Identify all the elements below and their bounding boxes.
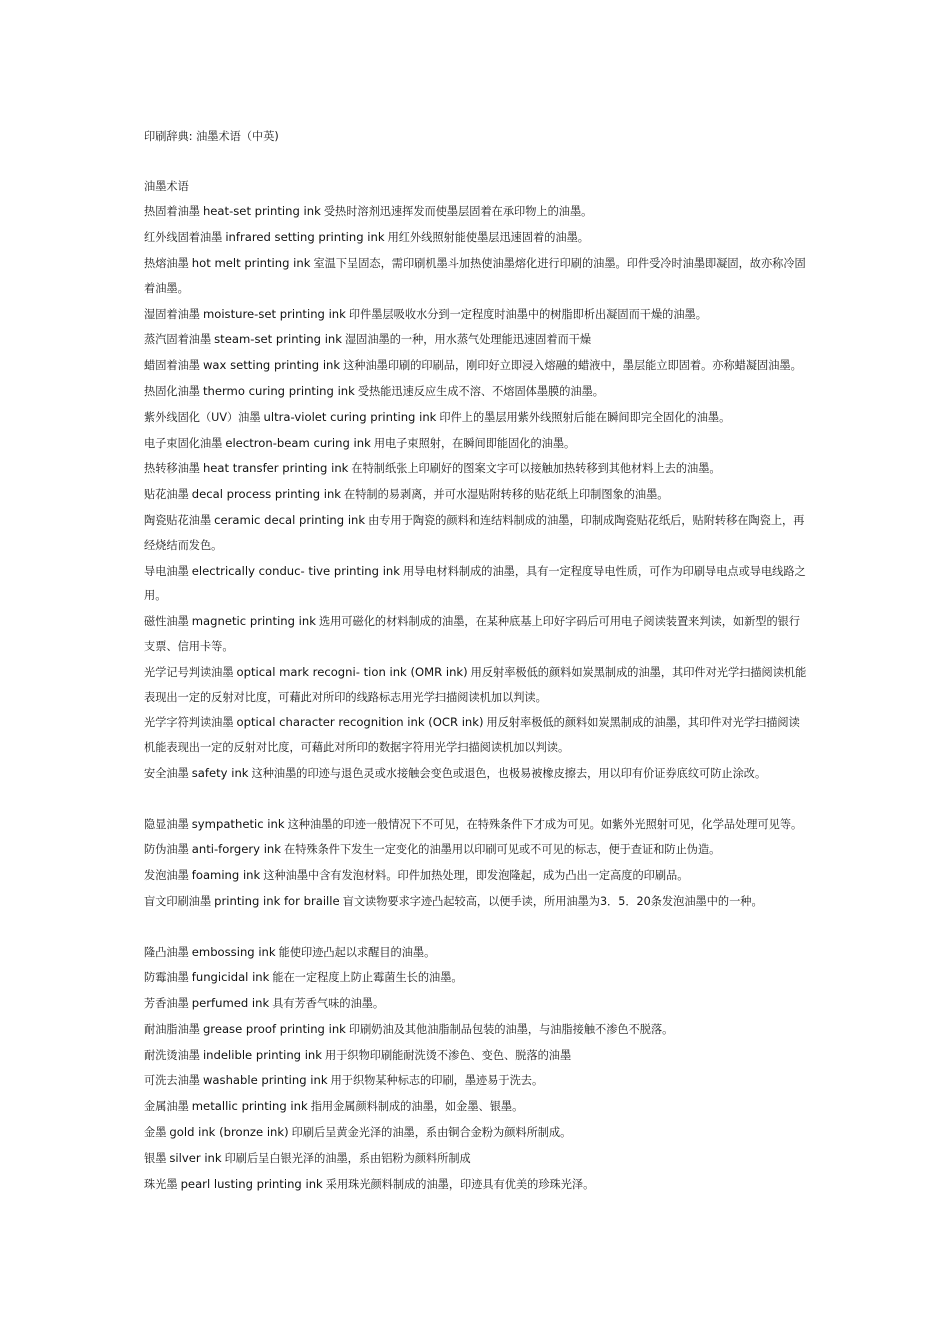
- term-english: heat transfer printing ink: [202, 461, 349, 476]
- term-description: 在特殊条件下发生一定变化的油墨用以印刷可见或不可见的标志，便于查证和防止伪造。: [284, 843, 721, 857]
- glossary-entry: [144, 1146, 809, 1172]
- glossary-entry: [144, 251, 809, 302]
- term-english: magnetic printing ink: [191, 614, 316, 629]
- term-english: silver ink: [169, 1150, 222, 1165]
- glossary-entry: [144, 199, 809, 225]
- term-english: moisture-set printing ink: [202, 306, 346, 321]
- term-english: indelible printing ink: [202, 1047, 322, 1062]
- term-english: washable printing ink: [202, 1073, 328, 1088]
- term-chinese: 金属油墨: [144, 1100, 189, 1114]
- term-description: 用反射率极低的颜料如炭黑制成的油墨，其印件对光学扫描阅读机能表现出一定的反射对比度，可藉此对所印的数据字符用光学扫描阅读机加以判读。: [144, 716, 800, 755]
- glossary-entry: [144, 991, 809, 1017]
- term-chinese: 防霉油墨: [144, 971, 189, 985]
- glossary-entry: [144, 609, 809, 660]
- term-chinese: 可洗去油墨: [144, 1074, 200, 1088]
- term-description: 这种油墨中含有发泡材料。印件加热处理，即发泡隆起，成为凸出一定高度的印刷品。: [263, 869, 689, 883]
- term-chinese: 珠光墨: [144, 1177, 178, 1191]
- term-chinese: 陶瓷贴花油墨: [144, 513, 212, 527]
- term-description: 用电子束照射，在瞬间即能固化的油墨。: [373, 436, 576, 450]
- term-description: 采用珠光颜料制成的油墨，印迹具有优美的珍珠光泽。: [325, 1177, 595, 1191]
- term-description: 印刷后呈黄金光泽的油墨，系由铜合金粉为颜料所制成。: [291, 1126, 572, 1140]
- term-description: 用红外线照射能使墨层迅速固着的油墨。: [387, 231, 589, 245]
- term-chinese: 热转移油墨: [144, 462, 200, 476]
- glossary-entry: [144, 1120, 809, 1146]
- term-english: electron-beam curing ink: [225, 435, 371, 450]
- term-chinese: 盲文印刷油墨: [144, 894, 212, 908]
- term-english: thermo curing printing ink: [202, 383, 355, 398]
- term-english: fungicidal ink: [191, 970, 270, 985]
- term-description: 用于织物印刷能耐洗烫不渗色、变色、脱落的油墨: [325, 1048, 572, 1062]
- term-english: ceramic decal printing ink: [214, 512, 366, 527]
- term-english: hot melt printing ink: [191, 255, 311, 270]
- term-chinese: 发泡油墨: [144, 869, 189, 883]
- term-english: foaming ink: [191, 868, 261, 883]
- term-english: wax setting printing ink: [202, 358, 341, 373]
- document-title: 印刷辞典: 油墨术语（中英): [144, 130, 279, 143]
- term-english: pearl lusting printing ink: [180, 1176, 323, 1191]
- term-chinese: 贴花油墨: [144, 488, 189, 502]
- glossary-entry: [144, 1017, 809, 1043]
- term-chinese: 蜡固着油墨: [144, 359, 200, 373]
- glossary-entry: [144, 889, 809, 915]
- glossary-entry: [144, 863, 809, 889]
- term-english: decal process printing ink: [191, 487, 342, 502]
- glossary-entry: [144, 940, 809, 966]
- term-chinese: 导电油墨: [144, 564, 189, 578]
- term-description: 指用金属颜料制成的油墨，如金墨、银墨。: [310, 1100, 524, 1114]
- term-chinese: 湿固着油墨: [144, 307, 200, 321]
- term-chinese: 防伪油墨: [144, 843, 189, 857]
- term-english: grease proof printing ink: [202, 1021, 346, 1036]
- term-english: ultra-violet curing printing ink: [263, 409, 437, 424]
- term-english: optical character recognition ink (OCR ink): [236, 715, 484, 730]
- glossary-entry: [144, 327, 809, 353]
- term-description: 这种油墨的印迹一般情况下不可见，在特殊条件下才成为可见。如紫外光照射可见，化学品处理可见等。: [287, 817, 803, 831]
- term-description: 这种油墨的印迹与退色灵或水接触会变色或退色，也极易被橡皮擦去，用以印有价证券底纹可防止涂改。: [251, 766, 767, 780]
- term-description: 用于织物某种标志的印刷，墨迹易于洗去。: [330, 1074, 544, 1088]
- term-description: 在特制的易剥离，并可水湿贴附转移的贴花纸上印制图象的油墨。: [344, 488, 669, 502]
- term-description: 由专用于陶瓷的颜料和连结料制成的油墨，印制成陶瓷贴花纸后，贴附转移在陶瓷上，再经烧结而发色。: [144, 513, 805, 552]
- term-chinese: 芳香油墨: [144, 997, 189, 1011]
- term-chinese: 金墨: [144, 1126, 167, 1140]
- blank-line: [144, 150, 809, 175]
- term-chinese: 隐显油墨: [144, 817, 189, 831]
- glossary-entry: [144, 405, 809, 431]
- term-description: 盲文读物要求字迹凸起较高，以便手读，所用油墨为3．5．20条发泡油墨中的一种。: [342, 894, 763, 908]
- glossary-entry: [144, 508, 809, 559]
- document-page: [144, 125, 809, 1197]
- section-title: 油墨术语: [144, 179, 189, 193]
- blank-line: [144, 915, 809, 940]
- term-description: 在特制纸张上印刷好的图案文字可以接触加热转移到其他材料上去的油墨。: [351, 462, 721, 476]
- term-chinese: 电子束固化油墨: [144, 436, 223, 450]
- term-english: heat-set printing ink: [202, 204, 321, 219]
- term-description: 印件墨层吸收水分到一定程度时油墨中的树脂即析出凝固而干燥的油墨。: [348, 307, 707, 321]
- blank-line: [144, 787, 809, 812]
- term-english: electrically conduc- tive printing ink: [191, 563, 400, 578]
- term-description: 用导电材料制成的油墨，具有一定程度导电性质，可作为印刷导电点或导电线路之用。: [144, 564, 806, 603]
- term-chinese: 红外线固着油墨: [144, 231, 223, 245]
- term-chinese: 热固着油墨: [144, 205, 200, 219]
- term-chinese: 蒸汽固着油墨: [144, 333, 212, 347]
- glossary-entry: [144, 559, 809, 610]
- term-description: 受热时溶剂迅速挥发而使墨层固着在承印物上的油墨。: [323, 205, 593, 219]
- term-english: optical mark recogni- tion ink (OMR ink): [236, 664, 468, 679]
- term-english: metallic printing ink: [191, 1099, 308, 1114]
- term-chinese: 安全油墨: [144, 766, 189, 780]
- term-english: perfumed ink: [191, 996, 270, 1011]
- term-description: 选用可磁化的材料制成的油墨，在某种底基上印好字码后可用电子阅读装置来判读，如新型的银行支票、信用卡等。: [144, 615, 801, 653]
- term-description: 印件上的墨层用紫外线照射后能在瞬间即完全固化的油墨。: [439, 410, 731, 424]
- term-chinese: 光学字符判读油墨: [144, 716, 234, 730]
- glossary-entry: [144, 456, 809, 482]
- term-english: infrared setting printing ink: [225, 230, 385, 245]
- glossary-entry: [144, 353, 809, 379]
- term-english: printing ink for braille: [214, 893, 340, 908]
- glossary-entry: [144, 1172, 809, 1198]
- term-english: safety ink: [191, 765, 249, 780]
- glossary-entry: [144, 761, 809, 787]
- glossary-entry: [144, 379, 809, 405]
- term-english: steam-set printing ink: [214, 332, 342, 347]
- term-description: 能使印迹凸起以求醒目的油墨。: [278, 945, 436, 959]
- term-description: 能在一定程度上防止霉菌生长的油墨。: [272, 971, 463, 985]
- glossary-entry: [144, 710, 809, 761]
- term-description: 湿固油墨的一种，用水蒸气处理能迅速固着而干燥: [344, 333, 592, 347]
- glossary-entry: [144, 1043, 809, 1069]
- term-chinese: 银墨: [144, 1151, 167, 1165]
- term-description: 具有芳香气味的油墨。: [272, 997, 385, 1011]
- term-chinese: 热固化油墨: [144, 384, 200, 398]
- glossary-entry: [144, 1068, 809, 1094]
- glossary-list: [144, 199, 809, 1197]
- term-description: 印刷奶油及其他油脂制品包装的油墨，与油脂接触不渗色不脱落。: [348, 1022, 674, 1036]
- term-chinese: 紫外线固化（UV）油墨: [144, 410, 261, 424]
- glossary-entry: [144, 660, 809, 711]
- glossary-entry: [144, 812, 809, 838]
- term-chinese: 耐油脂油墨: [144, 1022, 200, 1036]
- term-chinese: 隆凸油墨: [144, 945, 189, 959]
- glossary-entry: [144, 1094, 809, 1120]
- glossary-entry: [144, 302, 809, 328]
- term-english: embossing ink: [191, 944, 276, 959]
- term-description: 受热能迅速反应生成不溶、不熔固体墨膜的油墨。: [357, 384, 604, 398]
- term-description: 用反射率极低的颜料如炭黑制成的油墨，其印件对光学扫描阅读机能表现出一定的反射对比度，可藉此对所印的线路标志用光学扫描阅读机加以判读。: [144, 665, 807, 704]
- glossary-entry: [144, 431, 809, 457]
- term-chinese: 热熔油墨: [144, 256, 189, 270]
- term-chinese: 耐洗烫油墨: [144, 1048, 200, 1062]
- term-english: anti-forgery ink: [191, 842, 281, 857]
- glossary-entry: [144, 965, 809, 991]
- glossary-entry: [144, 837, 809, 863]
- term-english: sympathetic ink: [191, 816, 285, 831]
- term-description: 印刷后呈白银光泽的油墨，系由铝粉为颜料所制成: [224, 1151, 471, 1165]
- term-description: 室温下呈固态，需印刷机墨斗加热使油墨熔化进行印刷的油墨。印件受冷时油墨即凝固，故亦称冷固着油墨。: [144, 256, 806, 295]
- term-english: gold ink (bronze ink): [169, 1125, 289, 1140]
- term-chinese: 磁性油墨: [144, 615, 189, 629]
- glossary-entry: [144, 225, 809, 251]
- glossary-entry: [144, 482, 809, 508]
- term-description: 这种油墨印刷的印刷品，刚印好立即浸入熔融的蜡液中，墨层能立即固着。亦称蜡凝固油墨。: [343, 359, 802, 373]
- term-chinese: 光学记号判读油墨: [144, 665, 234, 679]
